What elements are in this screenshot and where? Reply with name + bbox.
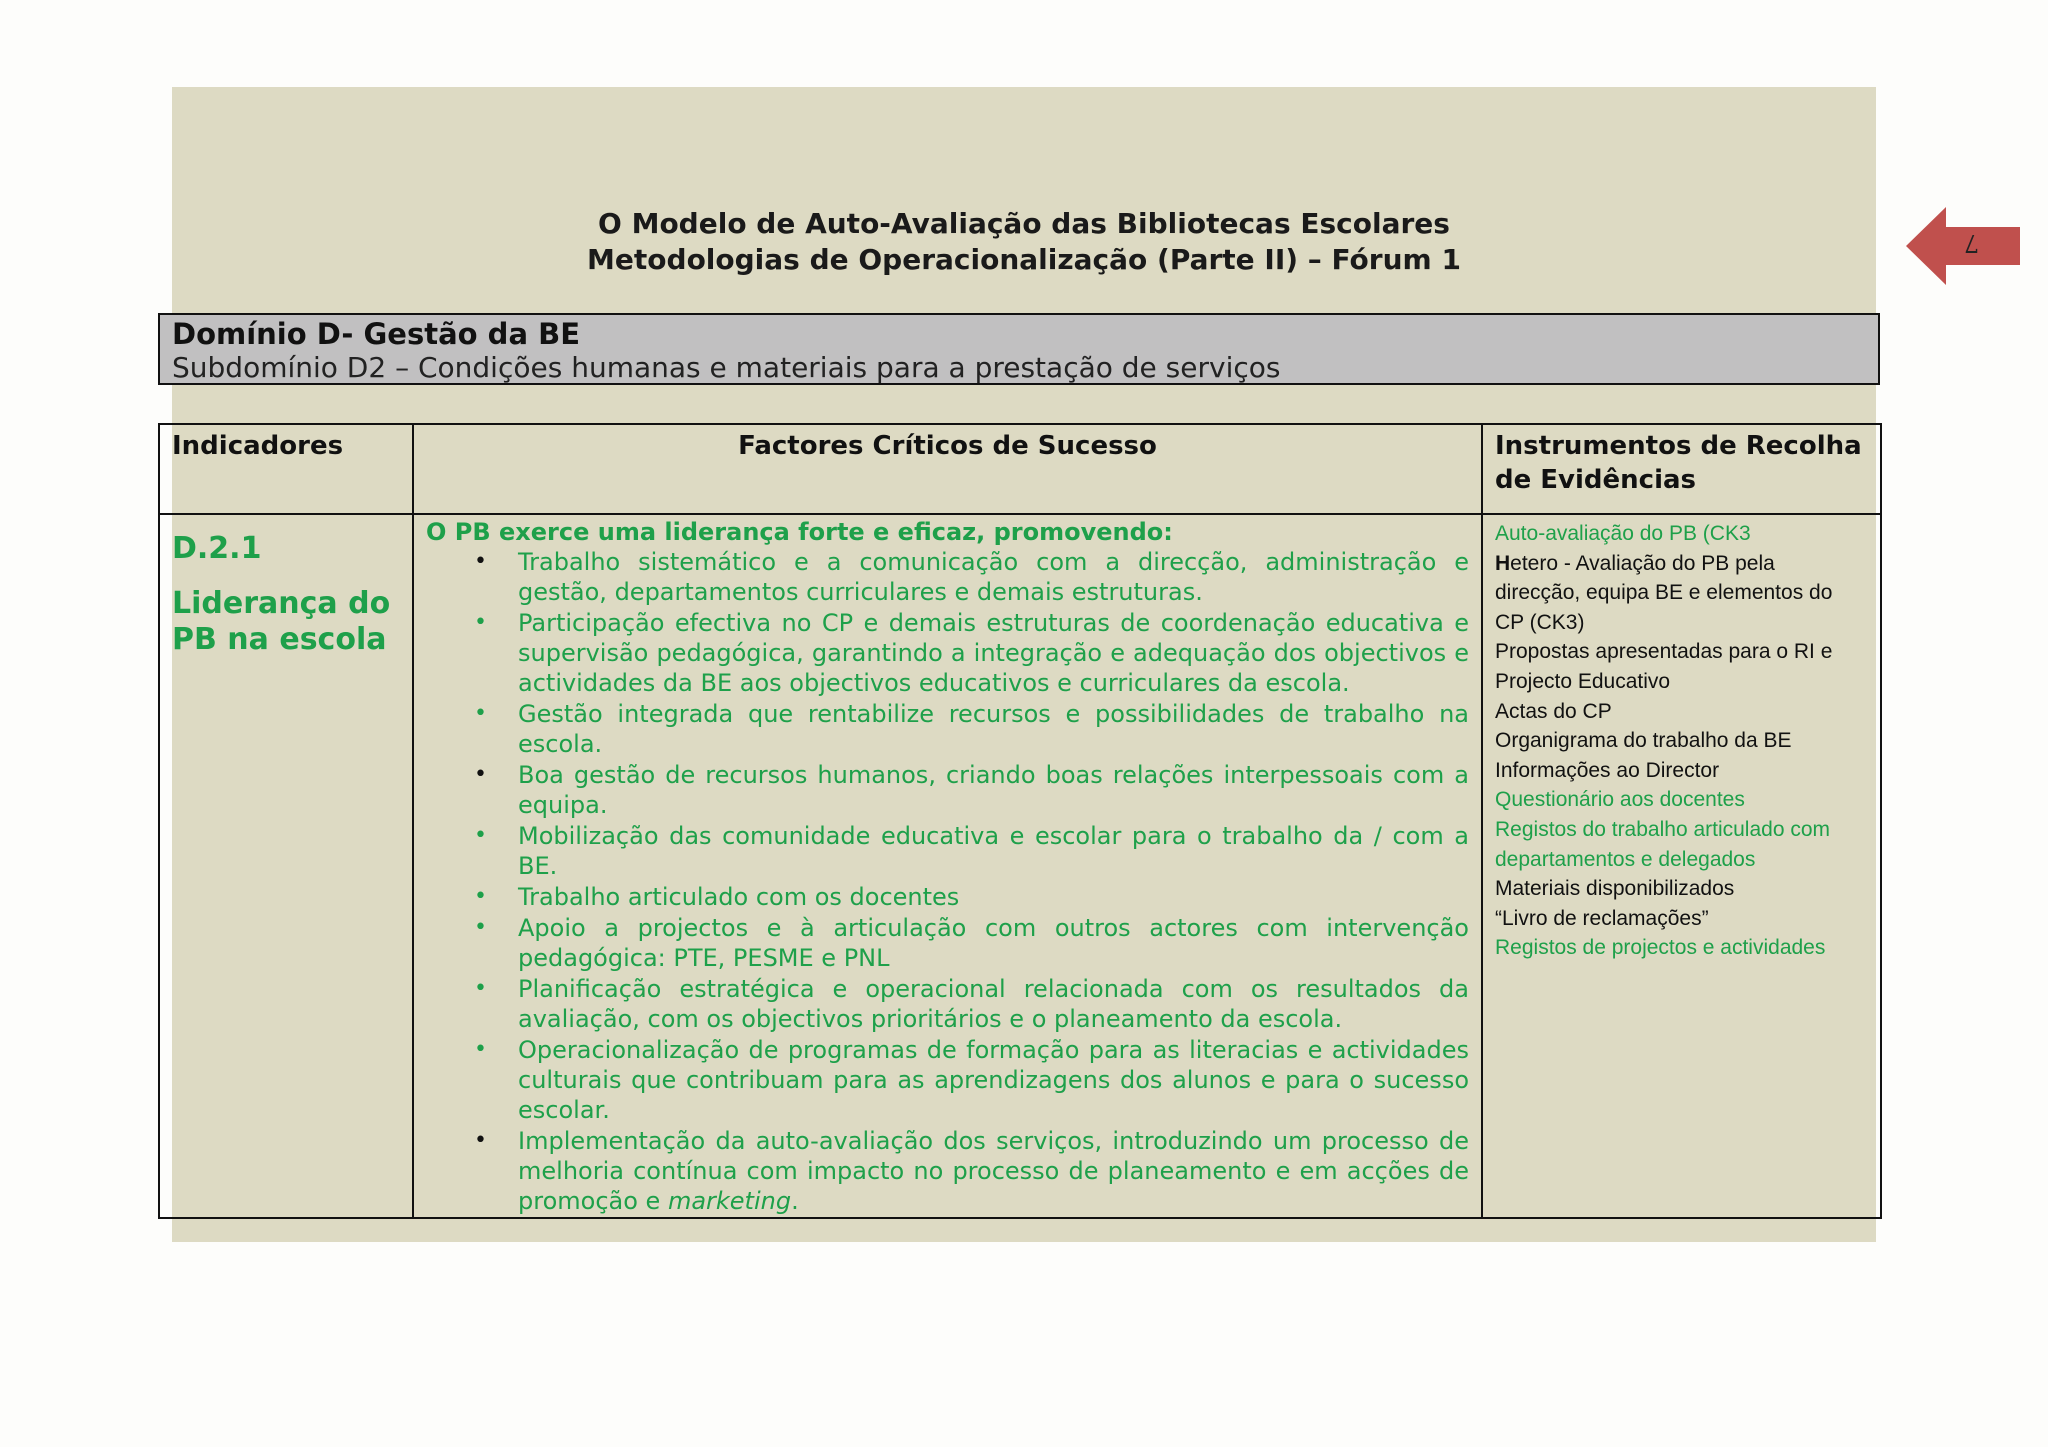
bullet-icon: •	[474, 976, 487, 1001]
header-instruments: Instrumentos de Recolha de Evidências	[1482, 424, 1881, 514]
bullet-icon: •	[474, 1037, 487, 1062]
factor-item	[474, 1126, 1469, 1216]
instrument-item	[1495, 785, 1868, 815]
factor-item	[474, 821, 1469, 881]
factor-item	[474, 913, 1469, 973]
bullet-icon: •	[474, 823, 487, 848]
instrument-text: Questionário aos docentes	[1495, 788, 1745, 812]
indicator-code: D.2.1	[172, 531, 262, 566]
domain-title: Domínio D- Gestão da BE	[172, 317, 581, 351]
bullet-icon: •	[474, 762, 487, 787]
header-factors: Factores Críticos de Sucesso	[413, 424, 1482, 514]
instrument-text: departamentos e delegados	[1495, 847, 1756, 871]
factor-item	[474, 699, 1469, 759]
factor-text: Planificação estratégica e operacional relacionada com os resultados da avaliação, com os objectivos prioritários e o planeamento da escola.	[518, 975, 1469, 1033]
bullet-icon: •	[474, 610, 487, 635]
instrument-item	[1495, 549, 1868, 579]
instrument-text: Materiais disponibilizados	[1495, 877, 1735, 901]
instrument-item	[1495, 815, 1868, 845]
factor-item	[474, 760, 1469, 820]
instrument-item	[1495, 726, 1868, 756]
factor-item	[474, 608, 1469, 698]
bullet-icon: •	[474, 1128, 487, 1153]
domain-box	[158, 313, 1880, 385]
factor-item	[474, 974, 1469, 1034]
factor-text: Participação efectiva no CP e demais estruturas de coordenação educativa e supervisão pedagógica, garantindo a integração e adequação dos objectivos e actividades da BE aos objectivos educativos e curriculares da escola.	[518, 609, 1469, 697]
instrument-item	[1495, 637, 1868, 667]
factor-text: Gestão integrada que rentabilize recursos e possibilidades de trabalho na escola.	[518, 700, 1469, 758]
instruments-cell	[1482, 514, 1881, 1218]
factor-text: Trabalho sistemático e a comunicação com a direcção, administração e gestão, departamentos curriculares e demais estruturas.	[518, 548, 1469, 606]
factor-text: Trabalho articulado com os docentes	[518, 883, 960, 911]
factor-text-italic: marketing	[667, 1187, 792, 1215]
instrument-initial: H	[1495, 551, 1511, 575]
instrument-text: Propostas apresentadas para o RI e	[1495, 640, 1833, 664]
instrument-item	[1495, 845, 1868, 875]
instrument-text: Informações ao Director	[1495, 758, 1720, 782]
table-row	[159, 514, 1881, 1218]
factors-intro: O PB exerce uma liderança forte e eficaz, promovendo:	[426, 518, 1173, 546]
indicator-name: Liderança do PB na escola	[172, 586, 391, 657]
factor-item	[474, 882, 1469, 912]
bullet-icon: •	[474, 549, 487, 574]
instrument-text: Organigrama do trabalho da BE	[1495, 729, 1792, 753]
factor-text: Apoio a projectos e à articulação com outros actores com intervenção pedagógica: PTE, PESME e PNL	[518, 914, 1469, 972]
instrument-text: Auto-avaliação do PB (CK3	[1495, 522, 1751, 545]
instrument-item	[1495, 874, 1868, 904]
instrument-text: Projecto Educativo	[1495, 669, 1671, 693]
instrument-item	[1495, 667, 1868, 697]
factor-text: Boa gestão de recursos humanos, criando boas relações interpessoais com a equipa.	[518, 761, 1469, 819]
left-arrow-icon	[1906, 207, 2020, 285]
instrument-text: CP (CK3)	[1495, 610, 1585, 634]
instrument-item	[1495, 904, 1868, 934]
table-header-row	[159, 424, 1881, 514]
title-line-1: O Modelo de Auto-Avaliação das Bibliotecas Escolares	[598, 207, 1450, 240]
factor-item	[474, 1035, 1469, 1125]
instrument-item	[1495, 933, 1868, 963]
factors-list	[426, 547, 1469, 1216]
bullet-icon: •	[474, 701, 487, 726]
instrument-item	[1495, 519, 1868, 549]
title-line-2: Metodologias de Operacionalização (Parte II) – Fórum 1	[587, 243, 1461, 276]
page-number: 7	[1964, 229, 1980, 257]
instrument-text: “Livro de reclamações”	[1495, 906, 1709, 930]
factor-text-end: .	[791, 1187, 799, 1215]
instruments-list	[1495, 519, 1868, 963]
instrument-item	[1495, 608, 1868, 638]
subdomain-title: Subdomínio D2 – Condições humanas e materiais para a prestação de serviços	[172, 351, 1281, 384]
instrument-item	[1495, 578, 1868, 608]
document-title	[172, 206, 1876, 278]
instrument-text: Registos do trabalho articulado com	[1495, 817, 1831, 841]
header-indicators: Indicadores	[159, 424, 413, 514]
indicator-cell	[159, 514, 413, 1218]
factor-text: Operacionalização de programas de formação para as literacias e actividades culturais que contribuam para as aprendizagens dos alunos e para o sucesso escolar.	[518, 1036, 1469, 1124]
bullet-icon: •	[474, 915, 487, 940]
instrument-item	[1495, 697, 1868, 727]
indicators-table	[158, 423, 1882, 1219]
bullet-icon: •	[474, 884, 487, 909]
factor-text: Mobilização das comunidade educativa e escolar para o trabalho da / com a BE.	[518, 822, 1469, 880]
instrument-text: Actas do CP	[1495, 699, 1612, 723]
instrument-item	[1495, 756, 1868, 786]
instrument-text: direcção, equipa BE e elementos do	[1495, 581, 1833, 605]
factor-item	[474, 547, 1469, 607]
instrument-text: Registos de projectos e actividades	[1495, 936, 1826, 960]
factor-text: Implementação da auto-avaliação dos serviços, introduzindo um processo de melhoria contínua com impacto no processo de planeamento e em acções de promoção e	[518, 1127, 1469, 1215]
instrument-text: etero - Avaliação do PB pela	[1510, 551, 1775, 575]
page-number-arrow[interactable]	[1906, 207, 2020, 285]
factors-cell	[413, 514, 1482, 1218]
